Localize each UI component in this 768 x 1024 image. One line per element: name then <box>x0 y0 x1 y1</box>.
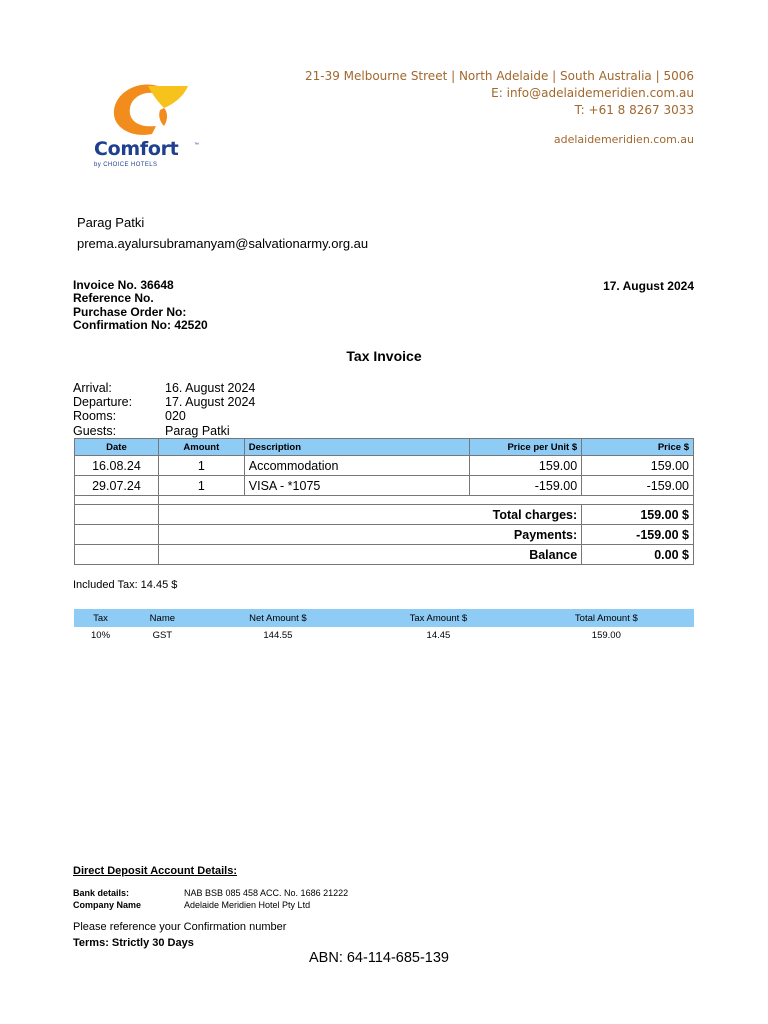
departure-label: Departure: <box>73 395 133 410</box>
balance-row <box>75 545 694 565</box>
tax-name: GST <box>152 630 173 641</box>
bank-details <box>73 888 348 911</box>
guest-email: prema.ayalursubramanyam@salvationarmy.org.au <box>77 236 369 251</box>
reference-note: Please reference your Confirmation number <box>73 921 287 933</box>
confirmation-number: Confirmation No: 42520 <box>73 318 208 333</box>
guest-name: Parag Patki <box>77 215 145 230</box>
balance-label: Balance <box>158 545 581 565</box>
included-tax: Included Tax: 14.45 $ <box>73 579 178 591</box>
comfort-logo <box>92 82 207 172</box>
cell-date: 29.07.24 <box>75 476 159 496</box>
invoice-number: Invoice No. 36648 <box>73 278 174 292</box>
tax-amount: 14.45 <box>426 630 451 641</box>
bank-label: Bank details: <box>73 888 130 898</box>
tax-col-header: Total Amount $ <box>519 609 694 627</box>
cell-price: -159.00 <box>582 476 694 496</box>
comfort-logo-icon <box>108 82 190 138</box>
stay-row-arrival <box>73 381 255 395</box>
total-charges-label: Total charges: <box>158 505 581 525</box>
bank-value: NAB BSB 085 458 ACC. No. 1686 21222 <box>184 888 349 898</box>
hotel-website[interactable]: adelaidemeridien.com.au <box>553 133 694 146</box>
empty-cell <box>75 505 159 525</box>
hotel-email[interactable]: E: info@adelaidemeridien.com.au <box>491 86 694 100</box>
charges-table <box>74 438 694 565</box>
departure-value: 17. August 2024 <box>165 395 256 410</box>
col-header-amount: Amount <box>158 439 244 456</box>
empty-cell <box>75 545 159 565</box>
balance-value: 0.00 $ <box>582 545 694 565</box>
empty-cell <box>75 525 159 545</box>
cell-description: VISA - *1075 <box>244 476 470 496</box>
hotel-phone: T: +61 8 8267 3033 <box>574 103 694 117</box>
cell-unit-price: -159.00 <box>470 476 582 496</box>
cell-unit-price: 159.00 <box>470 456 582 476</box>
reference-number: Reference No. <box>73 291 154 306</box>
company-label: Company Name <box>73 899 142 910</box>
cell-price: 159.00 <box>582 456 694 476</box>
tax-rate: 10% <box>91 630 111 641</box>
tax-col-header: Tax <box>74 609 127 627</box>
payment-terms: Terms: Strictly 30 Days <box>73 937 194 949</box>
tax-header-row <box>74 609 694 627</box>
cell-amount: 1 <box>158 456 244 476</box>
logo-subtitle: by CHOICE HOTELS <box>94 162 158 168</box>
purchase-order-number: Purchase Order No: <box>73 304 187 319</box>
cell-date: 16.08.24 <box>75 456 159 476</box>
stay-row-departure <box>73 395 255 409</box>
col-header-unit-price: Price per Unit $ <box>470 439 582 456</box>
payments-row <box>75 525 694 545</box>
company-row <box>73 900 348 912</box>
bank-row <box>73 888 348 900</box>
col-header-description: Description <box>244 439 470 456</box>
table-row <box>75 456 694 476</box>
logo-trademark: ™ <box>194 142 199 148</box>
tax-total-amount: 159.00 <box>591 630 621 641</box>
table-row <box>74 627 694 644</box>
charges-header-row <box>75 439 694 456</box>
payments-value: -159.00 $ <box>582 525 694 545</box>
total-charges-row <box>75 505 694 525</box>
spacer-row <box>75 496 694 505</box>
invoice-identifiers <box>73 279 208 333</box>
tax-net-amount: 144.55 <box>263 630 293 641</box>
arrival-value: 16. August 2024 <box>165 381 256 395</box>
cell-description: Accommodation <box>244 456 470 476</box>
tax-col-header: Net Amount $ <box>198 609 359 627</box>
tax-col-header: Name <box>127 609 198 627</box>
tax-col-header: Tax Amount $ <box>358 609 519 627</box>
document-title: Tax Invoice <box>346 348 422 364</box>
abn-number: ABN: 64-114-685-139 <box>309 950 449 966</box>
table-row <box>75 476 694 496</box>
hotel-address: 21-39 Melbourne Street | North Adelaide | South Australia | 5006 <box>304 69 694 83</box>
deposit-title: Direct Deposit Account Details: <box>73 865 238 877</box>
invoice-date: 17. August 2024 <box>603 279 694 293</box>
rooms-value: 020 <box>165 409 186 424</box>
col-header-date: Date <box>75 439 159 456</box>
guests-label: Guests: <box>73 423 117 438</box>
stay-row-guests <box>73 424 255 438</box>
cell-amount: 1 <box>158 476 244 496</box>
tax-table <box>74 609 694 644</box>
logo-wordmark: Comfort <box>94 138 179 160</box>
guests-value: Parag Patki <box>165 423 230 438</box>
company-value: Adelaide Meridien Hotel Pty Ltd <box>184 899 311 910</box>
payments-label: Payments: <box>158 525 581 545</box>
stay-details <box>73 381 255 438</box>
hotel-contact <box>305 68 694 148</box>
spacer-cell <box>158 496 693 505</box>
rooms-label: Rooms: <box>73 409 117 424</box>
arrival-label: Arrival: <box>73 381 112 395</box>
spacer-cell <box>75 496 159 505</box>
stay-row-rooms <box>73 409 255 423</box>
col-header-price: Price $ <box>582 439 694 456</box>
guest-block <box>77 212 368 254</box>
total-charges-value: 159.00 $ <box>582 505 694 525</box>
